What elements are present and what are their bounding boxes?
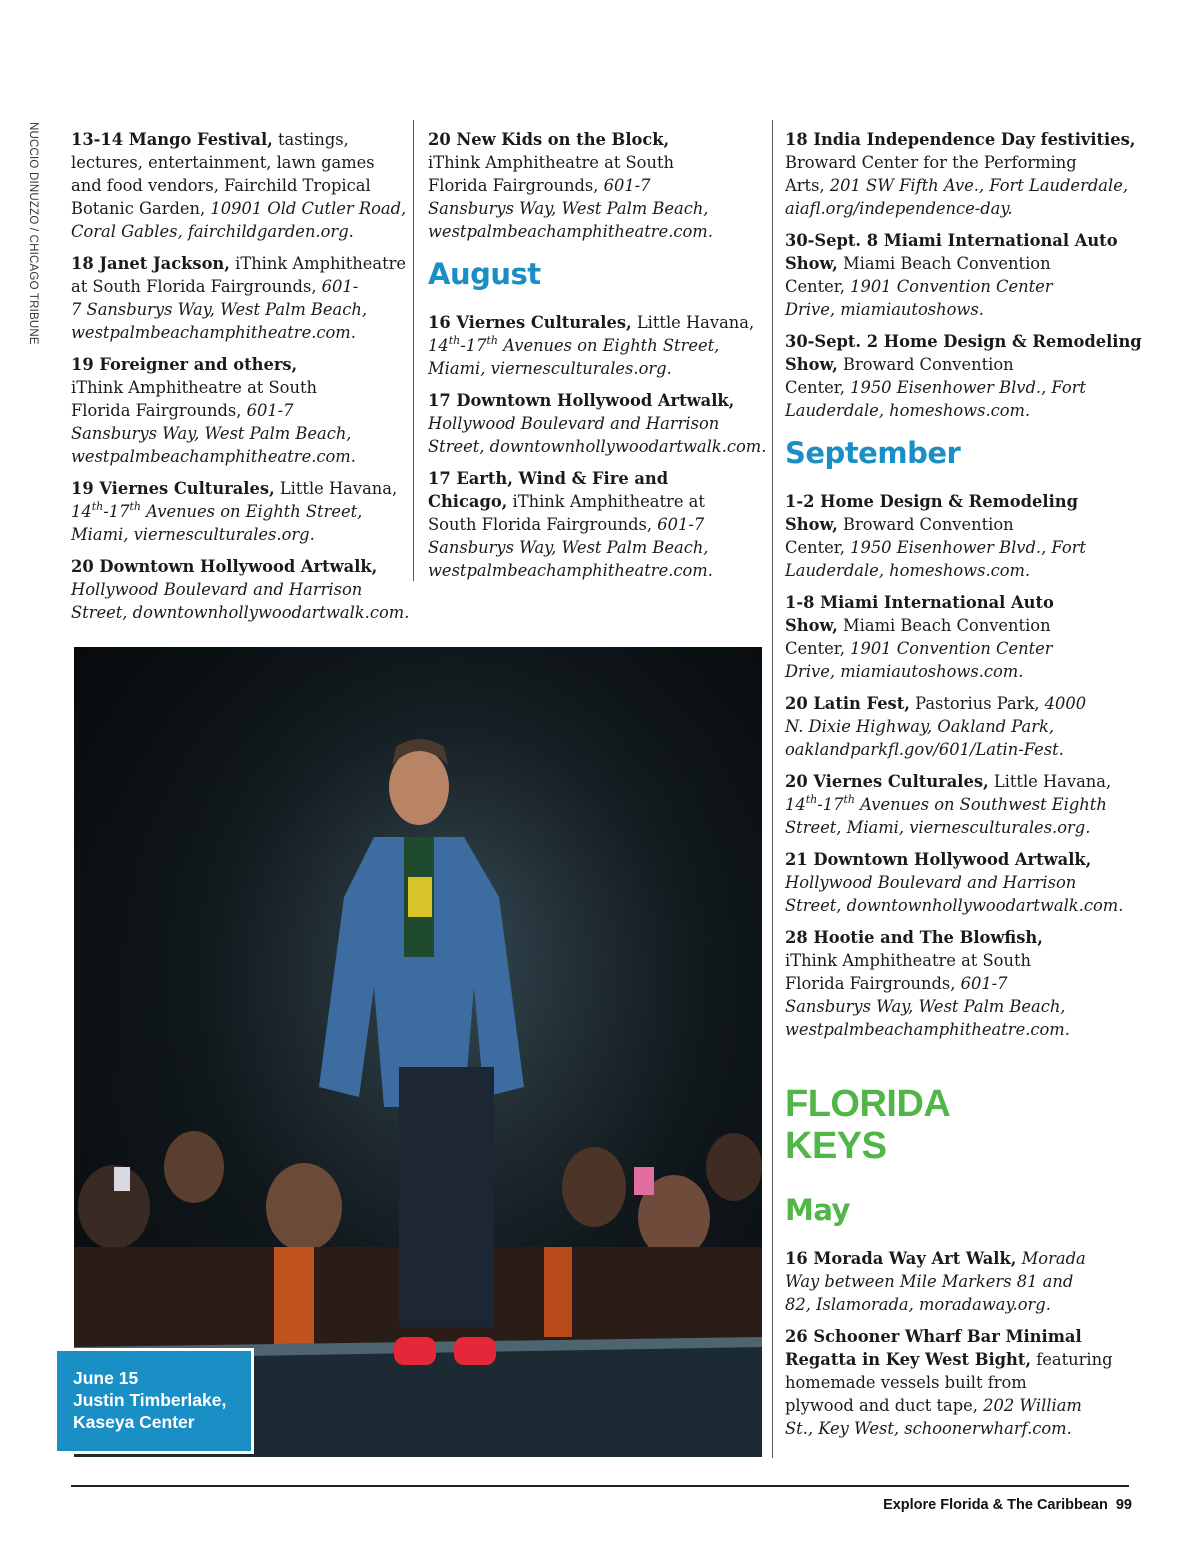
column-2 bbox=[428, 128, 767, 591]
page-number: 99 bbox=[1115, 1497, 1132, 1513]
photo-credit-text: NUCCIO DINUZZO / CHICAGO TRIBUNE bbox=[27, 122, 39, 345]
photo-credit bbox=[23, 122, 43, 422]
event-entry: 1-8 Miami International Auto Show, Miami Beach Convention Center, 1901 Convention Center Drive, miamiautoshows.com. bbox=[785, 593, 1054, 681]
event-title: 20 Downtown Hollywood Artwalk, bbox=[71, 557, 378, 576]
event-title: 20 Latin Fest, bbox=[785, 694, 910, 713]
event-entry: 30-Sept. 2 Home Design & Remodeling Show, Broward Convention Center, 1950 Eisenhower Blvd., Fort Lauderdale, homeshows.com. bbox=[785, 332, 1142, 420]
event-entry: 16 Viernes Culturales, Little Havana, 14th-17th Avenues on Eighth Street, Miami, viernesculturales.org. bbox=[428, 313, 755, 378]
caption-date: June 15 bbox=[73, 1368, 139, 1388]
concert-illustration bbox=[74, 647, 762, 1457]
event-title: 19 Foreigner and others, bbox=[71, 355, 298, 374]
event-title: 16 Viernes Culturales, bbox=[428, 313, 632, 332]
event-title: 17 Downtown Hollywood Artwalk, bbox=[428, 391, 735, 410]
event-title: 20 Viernes Culturales, bbox=[785, 772, 989, 791]
footer-rule bbox=[71, 1485, 1129, 1487]
event-title: 20 New Kids on the Block, bbox=[428, 130, 670, 149]
event-entry: 17 Earth, Wind & Fire and Chicago, iThink Amphitheatre at South Florida Fairgrounds, 601-7 Sansburys Way, West Palm Beach, westpalmbeachamphitheatre.com. bbox=[428, 469, 713, 580]
event-entry: 28 Hootie and The Blowfish, iThink Amphitheatre at South Florida Fairgrounds, 601-7 Sansburys Way, West Palm Beach, westpalmbeachamphitheatre.com. bbox=[785, 928, 1070, 1039]
event-entry: 21 Downtown Hollywood Artwalk, Hollywood Boulevard and Harrison Street, downtownhollywoodartwalk.com. bbox=[785, 850, 1124, 915]
event-entry: 16 Morada Way Art Walk, Morada Way between Mile Markers 81 and 82, Islamorada, moradaway.org. bbox=[785, 1249, 1086, 1314]
region-heading-florida-keys: FLORIDA KEYS bbox=[785, 1083, 951, 1167]
event-entry: 20 Downtown Hollywood Artwalk, Hollywood Boulevard and Harrison Street, downtownhollywoodartwalk.com. bbox=[71, 557, 410, 622]
caption-artist: Justin Timberlake, bbox=[73, 1390, 227, 1410]
event-entry: 20 New Kids on the Block, iThink Amphitheatre at South Florida Fairgrounds, 601-7 Sansburys Way, West Palm Beach, westpalmbeachamphitheatre.com. bbox=[428, 130, 713, 241]
event-entry: 19 Viernes Culturales, Little Havana, 14th-17th Avenues on Eighth Street, Miami, viernesculturales.org. bbox=[71, 479, 398, 544]
concert-photo bbox=[74, 647, 762, 1457]
column-3 bbox=[785, 128, 1145, 1449]
event-entry: 26 Schooner Wharf Bar Minimal Regatta in Key West Bight, featuring homemade vessels built from plywood and duct tape, 202 William St., Key West, schoonerwharf.com. bbox=[785, 1327, 1113, 1438]
month-heading-may: May bbox=[785, 1193, 850, 1227]
event-title: 19 Viernes Culturales, bbox=[71, 479, 275, 498]
column-divider bbox=[772, 120, 773, 1458]
event-entry: 19 Foreigner and others, iThink Amphitheatre at South Florida Fairgrounds, 601-7 Sansburys Way, West Palm Beach, westpalmbeachamphitheatre.com. bbox=[71, 355, 356, 466]
column-divider bbox=[413, 120, 414, 581]
event-title: 16 Morada Way Art Walk, bbox=[785, 1249, 1017, 1268]
event-title: 13-14 Mango Festival, bbox=[71, 130, 273, 149]
event-title: 18 India Independence Day festivities, bbox=[785, 130, 1136, 149]
event-title: 18 Janet Jackson, bbox=[71, 254, 230, 273]
event-title: 28 Hootie and The Blowfish, bbox=[785, 928, 1043, 947]
event-entry: 20 Latin Fest, Pastorius Park, 4000 N. Dixie Highway, Oakland Park, oaklandparkfl.gov/601/Latin-Fest. bbox=[785, 694, 1087, 759]
footer bbox=[883, 1497, 1132, 1513]
event-entry: 30-Sept. 8 Miami International Auto Show, Miami Beach Convention Center, 1901 Convention Center Drive, miamiautoshows. bbox=[785, 231, 1118, 319]
month-heading-september: September bbox=[785, 436, 961, 470]
caption-venue: Kaseya Center bbox=[73, 1412, 195, 1432]
column-1 bbox=[71, 128, 410, 633]
event-entry: 20 Viernes Culturales, Little Havana, 14th-17th Avenues on Southwest Eighth Street, Miami, viernesculturales.org. bbox=[785, 772, 1112, 837]
publication-title: Explore Florida & The Caribbean bbox=[883, 1497, 1108, 1513]
event-entry: 18 Janet Jackson, iThink Amphitheatre at South Florida Fairgrounds, 601- 7 Sansburys Way, West Palm Beach, westpalmbeachamphitheatre.com. bbox=[71, 254, 407, 342]
event-entry: 13-14 Mango Festival, tastings, lectures, entertainment, lawn games and food vendors, Fairchild Tropical Botanic Garden, 10901 Old Cutler Road, Coral Gables, fairchildgarden.org. bbox=[71, 130, 407, 241]
photo-caption bbox=[54, 1348, 254, 1454]
event-entry: 1-2 Home Design & Remodeling Show, Broward Convention Center, 1950 Eisenhower Blvd., Fort Lauderdale, homeshows.com. bbox=[785, 492, 1086, 580]
event-entry: 18 India Independence Day festivities, Broward Center for the Performing Arts, 201 SW Fifth Ave., Fort Lauderdale, aiafl.org/independence-day. bbox=[785, 130, 1136, 218]
month-heading-august: August bbox=[428, 257, 541, 291]
event-title: 21 Downtown Hollywood Artwalk, bbox=[785, 850, 1092, 869]
event-entry: 17 Downtown Hollywood Artwalk, Hollywood Boulevard and Harrison Street, downtownhollywoodartwalk.com. bbox=[428, 391, 767, 456]
